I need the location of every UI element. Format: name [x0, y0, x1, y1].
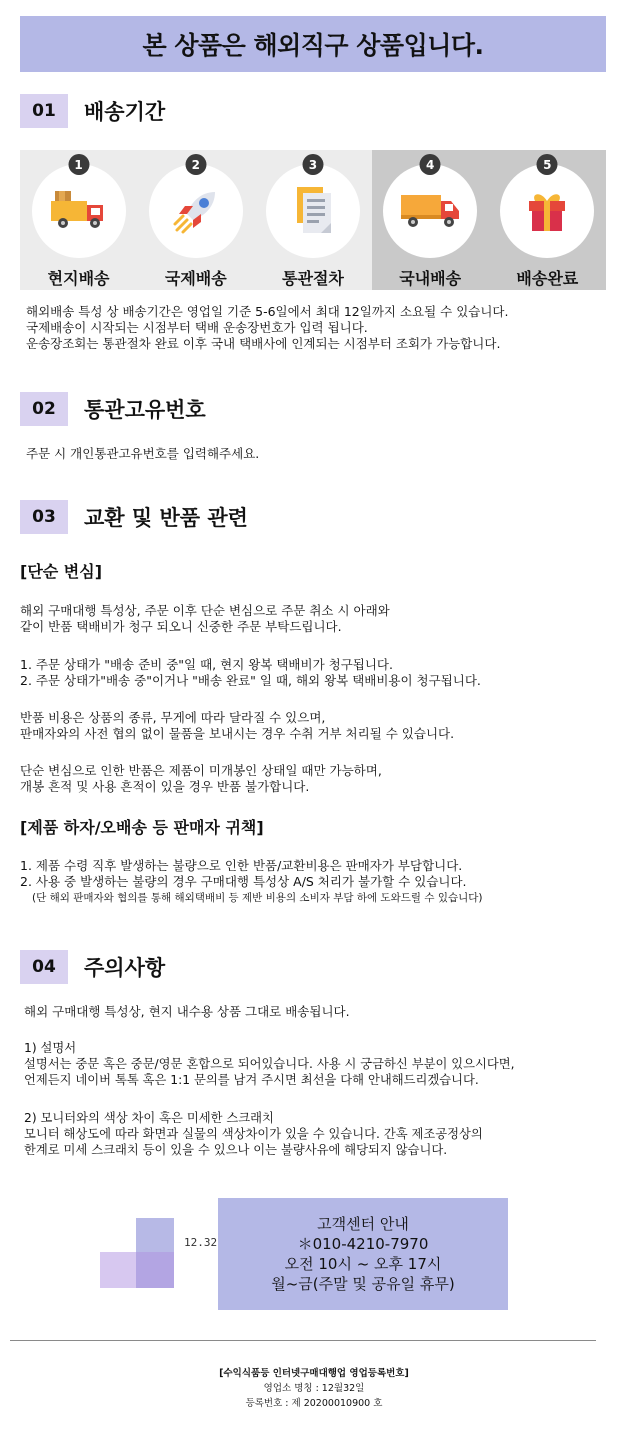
step-label: 국내배송: [399, 269, 462, 288]
cs-title: 고객센터 안내: [317, 1215, 409, 1233]
footer-divider: [10, 1340, 596, 1341]
seller-fault-list: [20, 858, 483, 906]
step-label: 통관절차: [282, 269, 344, 288]
text-line: 언제든지 네이버 톡톡 혹은 1:1 문의를 남겨 주시면 최선을 다해 안내해드리겠습니다.: [24, 1073, 479, 1087]
logo-text: 12.32: [184, 1236, 218, 1249]
text-line: 한계로 미세 스크래치 등이 있을 수 있으나 이는 불량사유에 해당되지 않습니다.: [24, 1143, 448, 1157]
step-number-badge: 3: [302, 154, 323, 175]
notice-title: 2) 모니터와의 색상 차이 혹은 미세한 스크래치: [24, 1111, 274, 1125]
step-number-badge: 5: [537, 154, 558, 175]
cs-hours: 오전 10시 ~ 오후 17시: [284, 1255, 442, 1273]
text-line: 개봉 흔적 및 사용 흔적이 있을 경우 반품 불가합니다.: [20, 779, 310, 794]
brand-logo: [100, 1214, 218, 1294]
notice-title: 1) 설명서: [24, 1041, 77, 1055]
rocket-icon: [149, 164, 243, 258]
list-item: 1. 주문 상태가 "배송 준비 중"일 때, 현지 왕복 택배비가 청구됩니다.: [20, 657, 393, 672]
step-label: 현지배송: [47, 269, 110, 288]
section-number: 01: [20, 94, 68, 128]
text-line: 같이 반품 택배비가 청구 되오니 신중한 주문 부탁드립니다.: [20, 619, 342, 634]
section-header-shipping: [20, 94, 165, 128]
footer-registration-number: 등록번호 : 제 20200010900 호: [245, 1398, 383, 1409]
text-line: 판매자와의 사전 협의 없이 물품을 보내시는 경우 수취 거부 처리될 수 있습니다.: [20, 726, 455, 741]
logo-square: [100, 1252, 138, 1288]
cs-days: 월~금(주말 및 공유일 휴무): [271, 1275, 455, 1293]
section-number: 02: [20, 392, 68, 426]
seller-note: (단 해외 판매자와 협의를 통해 해외택배비 등 제반 비용의 소비자 부담 하에 도와드릴 수 있습니다): [32, 892, 483, 904]
footer-business-name: 영업소 명칭 : 12월32일: [263, 1383, 365, 1394]
simple-change-text: [20, 603, 390, 635]
step-number-badge: 1: [68, 154, 89, 175]
customs-description: 주문 시 개인통관고유번호를 입력해주세요.: [26, 446, 260, 461]
section-header-caution: [20, 950, 165, 984]
cs-phone: ＊010-4210-7970: [297, 1235, 429, 1253]
step-label: 배송완료: [516, 269, 579, 288]
text-line: 해외 구매대행 특성상, 주문 이후 단순 변심으로 주문 취소 시 아래와: [20, 603, 390, 618]
section-number: 03: [20, 500, 68, 534]
text-line: 해외배송 특성 상 배송기간은 영업일 기준 5-6일에서 최대 12일까지 소요될 수 있습니다.: [26, 304, 509, 319]
section-header-exchange: [20, 500, 248, 534]
step-label: 국제배송: [164, 269, 227, 288]
simple-change-heading: [단순 변심]: [20, 562, 103, 581]
document-icon: [266, 164, 360, 258]
text-line: 국제배송이 시작되는 시점부터 택배 운송장번호가 입력 됩니다.: [26, 320, 368, 335]
list-item: 2. 주문 상태가"배송 중"이거나 "배송 완료" 일 때, 해외 왕복 택배비용이 청구됩니다.: [20, 673, 481, 688]
page-banner: 본 상품은 해외직구 상품입니다.: [20, 16, 606, 72]
footer-registration-title: [수익식품등 인터넷구매대행업 영업등록번호]: [219, 1368, 409, 1379]
section-title: 배송기간: [84, 100, 166, 124]
return-fee-list: [20, 657, 481, 689]
return-cost-text: [20, 710, 454, 742]
delivery-truck-icon: [32, 164, 126, 258]
section-header-customs: [20, 392, 206, 426]
section-title: 통관고유번호: [84, 398, 206, 422]
step-local-delivery: [20, 150, 137, 290]
step-domestic: [372, 150, 489, 290]
text-line: 반품 비용은 상품의 종류, 무게에 따라 달라질 수 있으며,: [20, 710, 326, 725]
unopened-return-text: [20, 763, 382, 795]
truck-icon: [383, 164, 477, 258]
list-item: 2. 사용 중 발생하는 불량의 경우 구매대행 특성상 A/S 처리가 불가할 수 있습니다.: [20, 874, 467, 889]
step-number-badge: 4: [420, 154, 441, 175]
shipping-description: [26, 304, 508, 352]
text-line: 운송장조회는 통관절차 완료 이후 국내 택배사에 인계되는 시점부터 조회가 가능합니다.: [26, 336, 501, 351]
text-line: 단순 변심으로 인한 반품은 제품이 미개봉인 상태일 때만 가능하며,: [20, 763, 382, 778]
section-title: 교환 및 반품 관련: [84, 506, 248, 530]
step-number-badge: 2: [185, 154, 206, 175]
gift-icon: [500, 164, 594, 258]
caution-intro: 해외 구매대행 특성상, 현지 내수용 상품 그대로 배송됩니다.: [24, 1004, 350, 1019]
step-international: [137, 150, 254, 290]
shipping-steps: [20, 150, 606, 290]
seller-fault-heading: [제품 하자/오배송 등 판매자 귀책]: [20, 818, 264, 837]
manual-notice: [24, 1040, 515, 1088]
customer-center-box: [218, 1198, 508, 1310]
section-title: 주의사항: [84, 956, 166, 980]
text-line: 설명서는 중문 혹은 중문/영문 혼합으로 되어있습니다. 사용 시 궁금하신 부분이 있으시다면,: [24, 1057, 515, 1071]
footer: [0, 1366, 628, 1411]
step-customs: [254, 150, 371, 290]
text-line: 모니터 해상도에 따라 화면과 실물의 색상차이가 있을 수 있습니다. 간혹 제조공정상의: [24, 1127, 483, 1141]
logo-square: [136, 1252, 174, 1288]
logo-square: [136, 1218, 174, 1256]
step-complete: [489, 150, 606, 290]
monitor-notice: [24, 1110, 483, 1158]
section-number: 04: [20, 950, 68, 984]
list-item: 1. 제품 수령 직후 발생하는 불량으로 인한 반품/교환비용은 판매자가 부담합니다.: [20, 858, 463, 873]
